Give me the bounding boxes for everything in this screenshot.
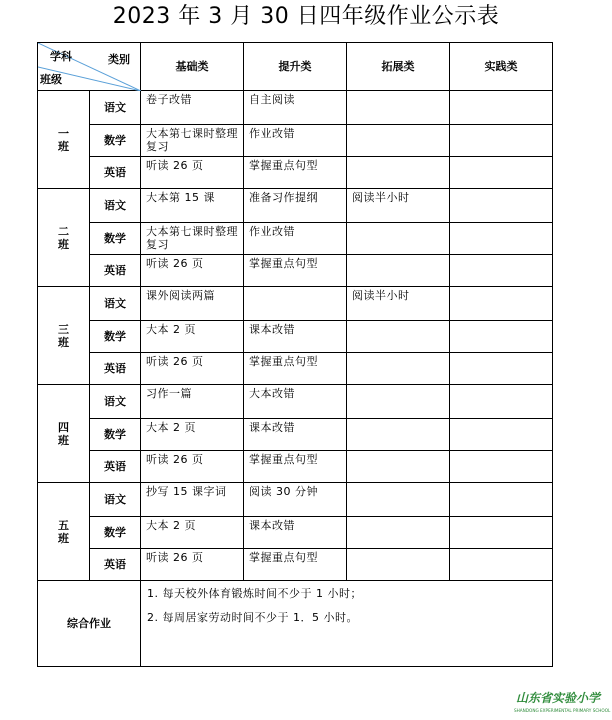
- homework-cell-improve: 课本改错: [244, 419, 347, 451]
- homework-cell-extend: [347, 91, 450, 125]
- subject-cell: 数学: [90, 517, 141, 549]
- homework-cell-practice: [450, 419, 553, 451]
- homework-cell-extend: [347, 483, 450, 517]
- table-row: [38, 321, 553, 353]
- table-row: [38, 419, 553, 451]
- homework-cell-improve: 掌握重点句型: [244, 451, 347, 483]
- homework-cell-improve: 掌握重点句型: [244, 549, 347, 581]
- homework-cell-extend: 阅读半小时: [347, 287, 450, 321]
- school-logo: [510, 688, 612, 716]
- page-title: 2023 年 3 月 30 日四年级作业公示表: [112, 4, 500, 29]
- table-row: [38, 549, 553, 581]
- homework-cell-practice: [450, 157, 553, 189]
- homework-cell-extend: [347, 223, 450, 255]
- homework-cell-basic: 课外阅读两篇: [141, 287, 244, 321]
- homework-cell-improve: 掌握重点句型: [244, 353, 347, 385]
- homework-cell-extend: 阅读半小时: [347, 189, 450, 223]
- homework-cell-improve: 作业改错: [244, 125, 347, 157]
- subject-cell: 英语: [90, 451, 141, 483]
- homework-cell-practice: [450, 287, 553, 321]
- homework-cell-practice: [450, 125, 553, 157]
- column-header-extend: 拓展类: [347, 43, 450, 91]
- subject-cell: 数学: [90, 125, 141, 157]
- comprehensive-item: 2. 每周居家劳动时间不少于 1．5 小时。: [147, 611, 358, 624]
- subject-cell: 语文: [90, 287, 141, 321]
- homework-cell-improve: 自主阅读: [244, 91, 347, 125]
- homework-cell-basic: 听读 26 页: [141, 157, 244, 189]
- homework-cell-extend: [347, 549, 450, 581]
- homework-cell-basic: 大本第七课时整理复习: [141, 125, 244, 157]
- svg-text:山东省实验小学: 山东省实验小学: [516, 691, 601, 705]
- homework-cell-extend: [347, 157, 450, 189]
- homework-cell-basic: 听读 26 页: [141, 451, 244, 483]
- subject-cell: 英语: [90, 157, 141, 189]
- homework-cell-improve: 作业改错: [244, 223, 347, 255]
- class-name-cell: 二 班: [38, 189, 90, 287]
- table-row: [38, 189, 553, 223]
- category-axis-label: 类别: [108, 53, 130, 66]
- subject-cell: 英语: [90, 549, 141, 581]
- homework-cell-improve: 阅读 30 分钟: [244, 483, 347, 517]
- comprehensive-content: [141, 581, 553, 667]
- class-name-cell: 一 班: [38, 91, 90, 189]
- homework-cell-extend: [347, 419, 450, 451]
- table-row: [38, 287, 553, 321]
- homework-cell-improve: 课本改错: [244, 321, 347, 353]
- homework-cell-improve: 掌握重点句型: [244, 255, 347, 287]
- homework-cell-practice: [450, 353, 553, 385]
- subject-cell: 语文: [90, 189, 141, 223]
- subject-cell: 数学: [90, 419, 141, 451]
- subject-cell: 英语: [90, 255, 141, 287]
- header-row: [38, 43, 553, 91]
- homework-table: [37, 42, 553, 667]
- homework-cell-basic: 习作一篇: [141, 385, 244, 419]
- table-row: [38, 517, 553, 549]
- homework-cell-basic: 大本 2 页: [141, 321, 244, 353]
- subject-cell: 英语: [90, 353, 141, 385]
- column-header-basic: 基础类: [141, 43, 244, 91]
- homework-cell-extend: [347, 321, 450, 353]
- column-header-improve: 提升类: [244, 43, 347, 91]
- homework-cell-extend: [347, 353, 450, 385]
- table-row: [38, 451, 553, 483]
- subject-cell: 语文: [90, 483, 141, 517]
- homework-cell-practice: [450, 321, 553, 353]
- subject-cell: 数学: [90, 223, 141, 255]
- column-header-practice: 实践类: [450, 43, 553, 91]
- class-name-cell: 三 班: [38, 287, 90, 385]
- homework-cell-practice: [450, 255, 553, 287]
- homework-cell-practice: [450, 385, 553, 419]
- subject-cell: 语文: [90, 91, 141, 125]
- homework-cell-improve: 掌握重点句型: [244, 157, 347, 189]
- comprehensive-row: [38, 581, 553, 667]
- homework-cell-improve: 准备习作提纲: [244, 189, 347, 223]
- homework-cell-basic: 大本 2 页: [141, 517, 244, 549]
- homework-cell-basic: 听读 26 页: [141, 255, 244, 287]
- diagonal-header-cell: [38, 43, 141, 91]
- homework-table-body: [38, 43, 553, 667]
- subject-axis-label: 学科: [50, 50, 72, 63]
- homework-cell-extend: [347, 517, 450, 549]
- homework-cell-extend: [347, 385, 450, 419]
- homework-cell-extend: [347, 255, 450, 287]
- homework-cell-extend: [347, 451, 450, 483]
- table-row: [38, 125, 553, 157]
- subject-cell: 语文: [90, 385, 141, 419]
- class-name-cell: 五 班: [38, 483, 90, 581]
- homework-cell-practice: [450, 223, 553, 255]
- svg-text:SHANDONG EXPERIMENTAL PRIMARY: SHANDONG EXPERIMENTAL PRIMARY SCHOOL: [514, 708, 611, 713]
- table-row: [38, 385, 553, 419]
- comprehensive-item: 1. 每天校外体育锻炼时间不少于 1 小时；: [147, 587, 362, 600]
- homework-cell-improve: 课本改错: [244, 517, 347, 549]
- class-axis-label: 班级: [40, 73, 62, 86]
- table-row: [38, 255, 553, 287]
- homework-cell-practice: [450, 189, 553, 223]
- homework-cell-basic: 大本 2 页: [141, 419, 244, 451]
- homework-cell-basic: 抄写 15 课字词: [141, 483, 244, 517]
- table-row: [38, 157, 553, 189]
- homework-cell-basic: 听读 26 页: [141, 353, 244, 385]
- homework-cell-basic: 大本第 15 课: [141, 189, 244, 223]
- table-row: [38, 91, 553, 125]
- homework-cell-practice: [450, 451, 553, 483]
- subject-cell: 数学: [90, 321, 141, 353]
- homework-cell-basic: 卷子改错: [141, 91, 244, 125]
- homework-cell-practice: [450, 549, 553, 581]
- homework-cell-basic: 大本第七课时整理复习: [141, 223, 244, 255]
- homework-cell-improve: 大本改错: [244, 385, 347, 419]
- class-name-cell: 四 班: [38, 385, 90, 483]
- homework-cell-practice: [450, 483, 553, 517]
- homework-cell-basic: 听读 26 页: [141, 549, 244, 581]
- homework-cell-practice: [450, 517, 553, 549]
- homework-cell-practice: [450, 91, 553, 125]
- homework-cell-extend: [347, 125, 450, 157]
- table-row: [38, 483, 553, 517]
- comprehensive-label: 综合作业: [38, 581, 141, 667]
- table-row: [38, 223, 553, 255]
- homework-cell-improve: [244, 287, 347, 321]
- table-row: [38, 353, 553, 385]
